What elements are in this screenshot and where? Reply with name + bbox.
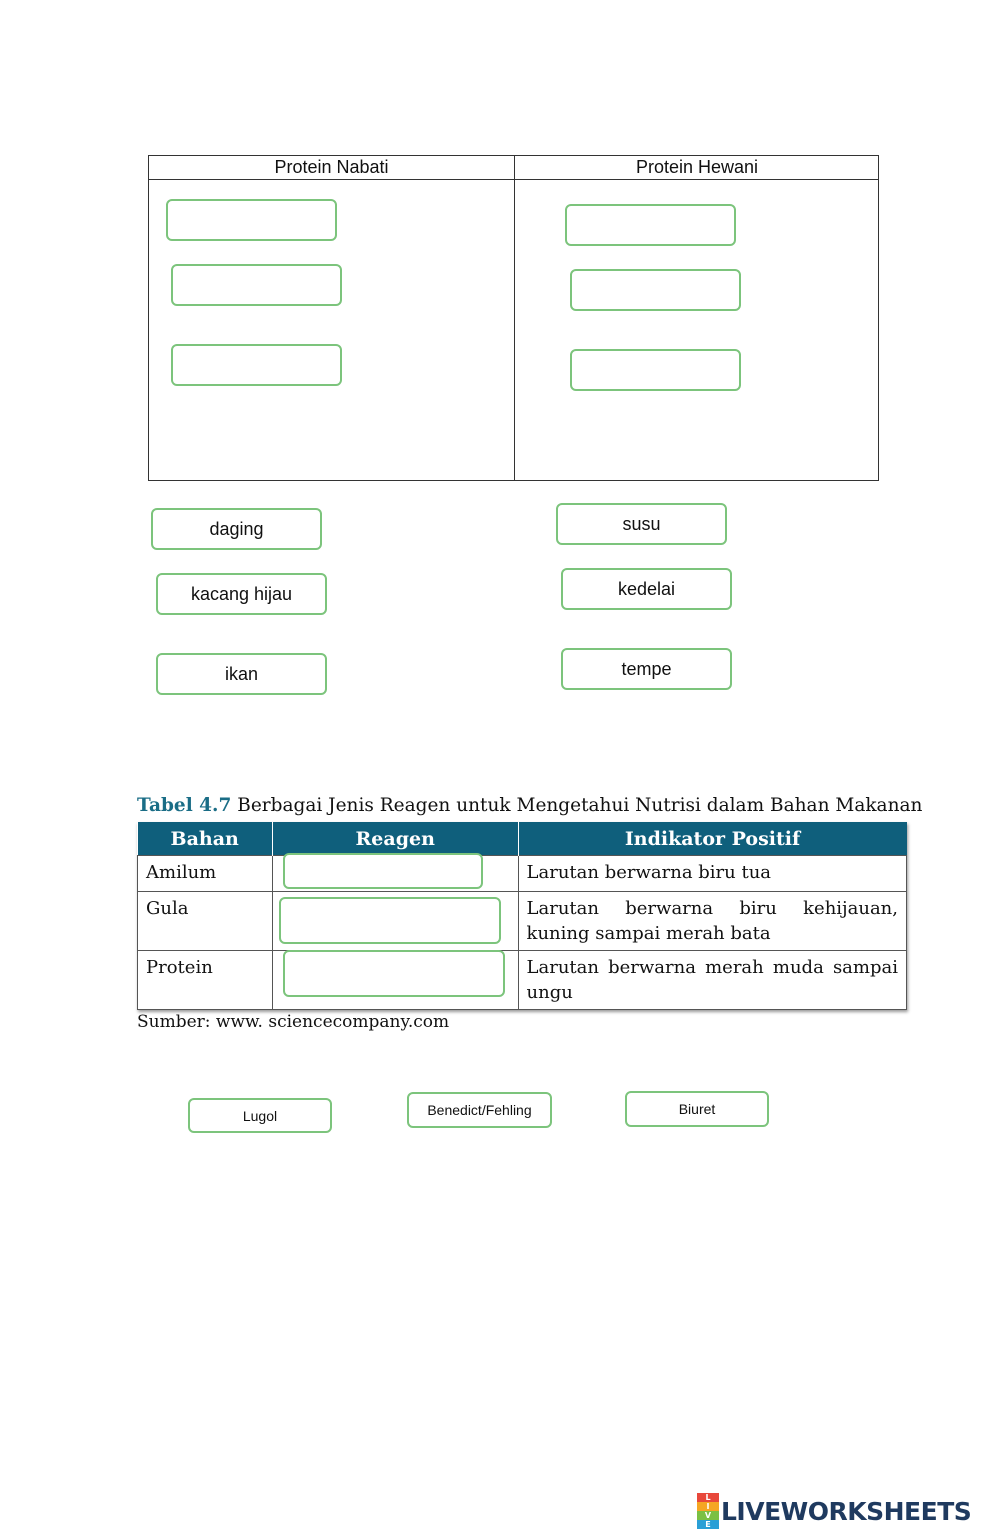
- drop-zone-hewani-1[interactable]: [565, 204, 736, 246]
- caption-text: Berbagai Jenis Reagen untuk Mengetahui Nutrisi dalam Bahan Makanan: [237, 795, 923, 816]
- card-kacang-hijau[interactable]: kacang hijau: [156, 573, 327, 615]
- drop-zone-nabati-2[interactable]: [171, 264, 342, 306]
- drop-zone-hewani-2[interactable]: [570, 269, 741, 311]
- card-ikan[interactable]: ikan: [156, 653, 327, 695]
- header-reagen: Reagen: [272, 822, 518, 856]
- liveworksheets-logo: [697, 1493, 971, 1529]
- drop-zone-reagen-gula[interactable]: [279, 897, 501, 944]
- indikator-cell: Larutan berwarna merah muda sampai ungu: [518, 951, 906, 1010]
- logo-mark-icon: L I V E: [697, 1493, 719, 1529]
- card-lugol[interactable]: Lugol: [188, 1098, 332, 1133]
- indikator-cell: Larutan berwarna biru tua: [518, 856, 906, 892]
- card-daging[interactable]: daging: [151, 508, 322, 550]
- table-caption: [137, 795, 923, 816]
- card-kedelai[interactable]: kedelai: [561, 568, 732, 610]
- table-source: Sumber: www. sciencecompany.com: [137, 1012, 450, 1032]
- reagent-table: [137, 822, 907, 1010]
- drop-zone-reagen-amilum[interactable]: [283, 853, 483, 889]
- bahan-cell: Gula: [138, 892, 273, 951]
- card-susu[interactable]: susu: [556, 503, 727, 545]
- header-protein-hewani: Protein Hewani: [635, 157, 759, 177]
- card-tempe[interactable]: tempe: [561, 648, 732, 690]
- header-indikator: Indikator Positif: [518, 822, 906, 856]
- table-row: [138, 892, 907, 951]
- bahan-cell: Amilum: [138, 856, 273, 892]
- header-bahan: Bahan: [138, 822, 273, 856]
- bahan-cell: Protein: [138, 951, 273, 1010]
- logo-text: LIVEWORKSHEETS: [721, 1496, 972, 1526]
- drop-zone-hewani-3[interactable]: [570, 349, 741, 391]
- header-protein-nabati: Protein Nabati: [274, 157, 389, 177]
- table-row: [138, 856, 907, 892]
- indikator-cell: Larutan berwarna biru kehijauan, kuning sampai merah bata: [518, 892, 906, 951]
- card-biuret[interactable]: Biuret: [625, 1091, 769, 1127]
- caption-number: Tabel 4.7: [137, 795, 232, 816]
- card-benedict-fehling[interactable]: Benedict/Fehling: [407, 1092, 552, 1128]
- drop-zone-nabati-1[interactable]: [166, 199, 337, 241]
- drop-zone-nabati-3[interactable]: [171, 344, 342, 386]
- drop-zone-reagen-protein[interactable]: [283, 950, 505, 997]
- table-row: [138, 951, 907, 1010]
- header-divider: [149, 179, 878, 180]
- column-divider: [514, 156, 515, 480]
